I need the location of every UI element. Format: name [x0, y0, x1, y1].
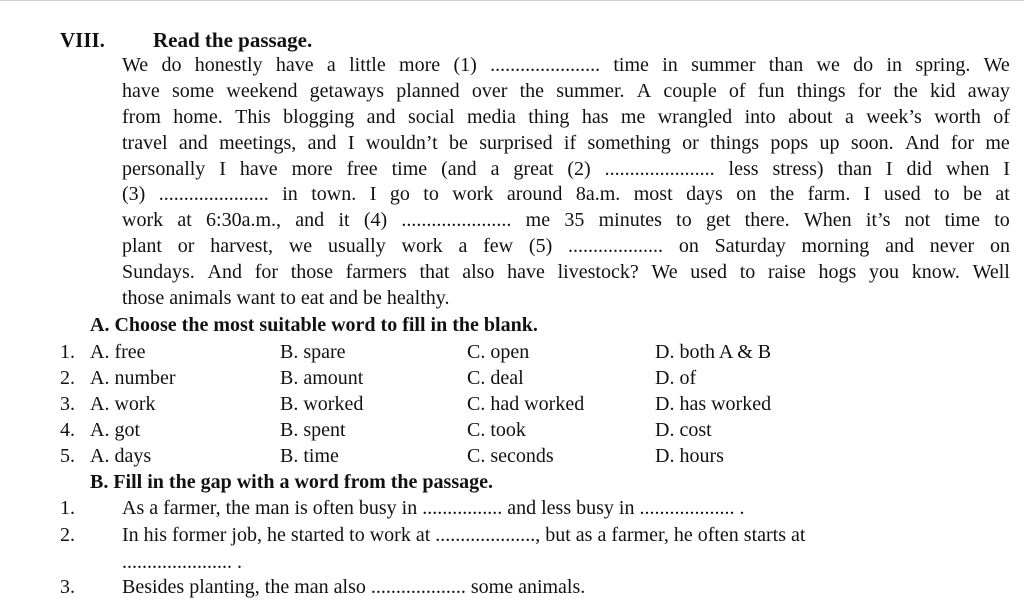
- passage-word: (2): [567, 157, 591, 180]
- passage-word: media: [467, 105, 516, 128]
- passage-word: ......................: [490, 54, 601, 76]
- passage-word: than: [768, 54, 804, 76]
- question-number: 4.: [60, 419, 75, 441]
- question-number: 3.: [60, 393, 75, 415]
- passage-word: ...................: [568, 235, 664, 258]
- passage-word: used: [883, 183, 921, 206]
- passage-word: weekend: [226, 79, 298, 102]
- passage-word: we: [288, 235, 313, 258]
- passage-word: have: [275, 54, 314, 76]
- passage-word: when: [946, 157, 990, 180]
- passage-line: [122, 131, 1010, 157]
- fill-gap-continuation: ...................... .: [122, 551, 242, 573]
- passage-word: home.: [173, 105, 223, 128]
- passage-word: to: [423, 183, 439, 206]
- passage-word: time: [613, 54, 649, 76]
- passage-word: planned: [396, 79, 460, 102]
- option-b[interactable]: B. time: [280, 445, 339, 467]
- passage-word: about: [788, 105, 833, 128]
- passage-word: to: [934, 183, 950, 206]
- passage-word: me: [985, 131, 1010, 154]
- passage-word: around: [506, 183, 563, 206]
- passage-word: fun: [757, 79, 785, 102]
- passage-word: I: [347, 131, 355, 154]
- passage-word: have: [239, 157, 278, 180]
- passage-word: a: [490, 157, 500, 180]
- passage-word: (3): [122, 183, 146, 206]
- passage-word: for: [857, 79, 882, 102]
- option-b[interactable]: B. spent: [280, 419, 346, 441]
- passage-word: has: [581, 105, 609, 128]
- option-c[interactable]: C. had worked: [467, 393, 585, 415]
- passage-word: into: [744, 105, 776, 128]
- passage-word: 6:30a.m.,: [206, 209, 282, 232]
- passage-line: [122, 260, 1010, 286]
- passage-word: summer: [691, 54, 756, 76]
- option-c[interactable]: C. seconds: [467, 445, 554, 467]
- passage-word: for: [254, 261, 279, 284]
- passage-word: (5): [528, 235, 553, 258]
- part-a-title: A. Choose the most suitable word to fill in the blank.: [90, 314, 538, 336]
- passage-word: farm.: [807, 183, 851, 206]
- passage-line: [122, 157, 1010, 183]
- passage-word: getaways: [309, 79, 385, 102]
- passage-word: great: [513, 157, 554, 180]
- passage-word: worth: [934, 105, 981, 128]
- passage-word: spring.: [915, 54, 971, 76]
- passage-word: the: [769, 183, 795, 206]
- passage-word: free: [346, 157, 378, 180]
- question-number: 2.: [60, 367, 75, 389]
- passage-word: and: [307, 131, 337, 154]
- passage-word: ......................: [604, 157, 715, 180]
- passage-word: most: [633, 183, 673, 206]
- passage-word: and: [295, 209, 325, 232]
- passage-word: time: [391, 157, 428, 180]
- passage-word: we: [816, 54, 840, 76]
- question-number: 1.: [60, 341, 75, 363]
- passage-word: more: [399, 54, 441, 76]
- passage-word: there.: [744, 209, 790, 232]
- passage-word: work: [401, 235, 443, 258]
- passage-word: some: [171, 79, 215, 102]
- passage-word: a: [844, 105, 854, 128]
- passage-word: on: [990, 235, 1010, 258]
- passage-word: wouldn’t: [365, 131, 438, 154]
- passage-word: used: [690, 261, 727, 284]
- passage-word: (and: [441, 157, 477, 180]
- option-b[interactable]: B. spare: [280, 341, 346, 363]
- passage-line: [122, 234, 1010, 260]
- passage-word: on: [678, 235, 699, 258]
- passage-word: over: [471, 79, 508, 102]
- passage-word: honestly: [194, 54, 263, 76]
- passage-word: get: [705, 209, 731, 232]
- passage-word: wrangled: [657, 105, 733, 128]
- passage-word: not: [904, 209, 931, 232]
- passage-word: When: [803, 209, 852, 232]
- passage-word: I: [885, 157, 893, 180]
- passage-word: do: [853, 54, 874, 76]
- passage-word: to: [739, 261, 756, 284]
- passage-word: be: [963, 183, 982, 206]
- passage-word: of: [993, 105, 1010, 128]
- section-number: VIII.: [60, 28, 105, 52]
- passage-word: I: [863, 183, 871, 206]
- passage-word: never: [929, 235, 975, 258]
- passage-word: you: [868, 261, 899, 284]
- passage-word: soon.: [850, 131, 894, 154]
- passage-word: those: [290, 261, 333, 284]
- passage-word: And: [904, 131, 940, 154]
- passage-word: if: [563, 131, 577, 154]
- passage-word: ......................: [158, 183, 269, 206]
- passage-word: couple: [663, 79, 717, 102]
- passage-word: have: [122, 79, 160, 102]
- fill-gap-item: Besides planting, the man also ................... some animals.: [122, 576, 586, 598]
- passage-word: something: [587, 131, 671, 154]
- reading-passage: [122, 53, 1012, 312]
- passage-word: I: [369, 183, 377, 206]
- passage-word: and: [885, 235, 914, 258]
- passage-word: livestock?: [557, 261, 639, 284]
- option-d[interactable]: D. both A & B: [655, 341, 772, 363]
- passage-word: surprised: [479, 131, 553, 154]
- passage-word: know.: [911, 261, 960, 284]
- passage-word: up: [819, 131, 840, 154]
- passage-word: work: [452, 183, 494, 206]
- option-a[interactable]: A. free: [90, 341, 146, 363]
- passage-word: pops: [770, 131, 809, 154]
- passage-word: personally: [122, 157, 206, 180]
- passage-word: We: [122, 54, 149, 76]
- passage-word: 35: [564, 209, 585, 232]
- passage-word: have: [507, 261, 545, 284]
- passage-word: or: [177, 235, 195, 258]
- passage-word: me: [620, 105, 646, 128]
- passage-line: those animals want to eat and be healthy.: [122, 287, 450, 310]
- passage-word: (4): [363, 209, 388, 232]
- passage-word: little: [349, 54, 386, 76]
- passage-word: Sundays.: [122, 261, 195, 284]
- passage-word: work: [122, 209, 164, 232]
- passage-word: in: [886, 54, 903, 76]
- passage-word: morning: [801, 235, 870, 258]
- passage-word: at: [995, 183, 1010, 206]
- passage-word: summer.: [556, 79, 625, 102]
- passage-word: a: [326, 54, 336, 76]
- passage-line: [122, 182, 1010, 208]
- option-c[interactable]: C. deal: [467, 367, 524, 389]
- passage-word: days: [686, 183, 723, 206]
- passage-word: in: [282, 183, 298, 206]
- option-a[interactable]: A. number: [90, 367, 176, 389]
- option-a[interactable]: A. work: [90, 393, 156, 415]
- option-b[interactable]: B. amount: [280, 367, 364, 389]
- passage-word: thing: [528, 105, 570, 128]
- passage-word: on: [736, 183, 757, 206]
- passage-word: time: [944, 209, 980, 232]
- top-divider: [0, 0, 1024, 1]
- fill-gap-item: In his former job, he started to work at ...................., but as a farmer, he often starts at: [122, 524, 806, 546]
- passage-word: harvest,: [210, 235, 274, 258]
- option-a[interactable]: A. days: [90, 445, 152, 467]
- part-b-title: B. Fill in the gap with a word from the passage.: [90, 471, 493, 493]
- passage-word: 8a.m.: [575, 183, 621, 206]
- passage-word: social: [407, 105, 455, 128]
- passage-word: be: [449, 131, 468, 154]
- passage-word: at: [177, 209, 192, 232]
- passage-word: to: [994, 209, 1010, 232]
- passage-word: stress): [772, 157, 824, 180]
- item-number: 2.: [60, 524, 75, 546]
- passage-word: raise: [767, 261, 806, 284]
- passage-word: plant: [122, 235, 162, 258]
- passage-word: travel: [122, 131, 168, 154]
- passage-word: in: [662, 54, 678, 76]
- passage-word: usually: [327, 235, 386, 258]
- passage-word: that: [419, 261, 450, 284]
- passage-word: less: [728, 157, 759, 180]
- passage-word: things: [710, 131, 760, 154]
- passage-word: minutes: [598, 209, 662, 232]
- question-number: 5.: [60, 445, 75, 467]
- passage-word: of: [728, 79, 746, 102]
- passage-word: more: [291, 157, 333, 180]
- passage-word: or: [682, 131, 699, 154]
- passage-word: go: [389, 183, 410, 206]
- passage-word: week’s: [866, 105, 922, 128]
- passage-word: blogging: [283, 105, 355, 128]
- passage-word: to: [676, 209, 692, 232]
- passage-word: Saturday: [714, 235, 786, 258]
- passage-word: and: [178, 131, 208, 154]
- option-c[interactable]: C. took: [467, 419, 526, 441]
- option-b[interactable]: B. worked: [280, 393, 364, 415]
- passage-word: do: [161, 54, 182, 76]
- passage-line: [122, 53, 1010, 79]
- passage-word: I: [219, 157, 226, 180]
- passage-word: This: [235, 105, 271, 128]
- passage-word: And: [207, 261, 242, 284]
- passage-word: farmers: [345, 261, 407, 284]
- passage-word: A: [636, 79, 652, 102]
- passage-word: and: [366, 105, 396, 128]
- passage-word: things: [796, 79, 846, 102]
- passage-word: Well: [972, 261, 1010, 284]
- passage-word: it’s: [865, 209, 891, 232]
- passage-line: [122, 208, 1010, 234]
- passage-word: meetings,: [219, 131, 297, 154]
- passage-word: kid: [929, 79, 956, 102]
- option-c[interactable]: C. open: [467, 341, 530, 363]
- section-title: Read the passage.: [153, 28, 313, 52]
- passage-word: did: [906, 157, 933, 180]
- passage-word: We: [983, 54, 1010, 76]
- passage-word: me: [525, 209, 551, 232]
- option-d[interactable]: D. hours: [655, 445, 724, 467]
- passage-word: ......................: [401, 209, 512, 232]
- option-d[interactable]: D. has worked: [655, 393, 772, 415]
- passage-word: few: [483, 235, 514, 258]
- passage-word: town.: [311, 183, 357, 206]
- passage-line: [122, 105, 1010, 131]
- option-d[interactable]: D. cost: [655, 419, 712, 441]
- passage-line: [122, 79, 1010, 105]
- passage-word: from: [122, 105, 161, 128]
- option-a[interactable]: A. got: [90, 419, 140, 441]
- passage-word: (1): [453, 54, 477, 76]
- passage-word: for: [950, 131, 975, 154]
- passage-word: the: [519, 79, 544, 102]
- item-number: 3.: [60, 576, 75, 598]
- passage-word: away: [967, 79, 1010, 102]
- item-number: 1.: [60, 497, 75, 519]
- passage-word: We: [651, 261, 678, 284]
- passage-word: hogs: [818, 261, 857, 284]
- fill-gap-item: As a farmer, the man is often busy in ................ and less busy in ................... .: [122, 497, 745, 519]
- passage-word: also: [462, 261, 495, 284]
- passage-word: than: [837, 157, 872, 180]
- passage-word: the: [893, 79, 918, 102]
- passage-word: it: [338, 209, 350, 232]
- passage-word: I: [1003, 157, 1010, 180]
- passage-word: a: [458, 235, 468, 258]
- option-d[interactable]: D. of: [655, 367, 697, 389]
